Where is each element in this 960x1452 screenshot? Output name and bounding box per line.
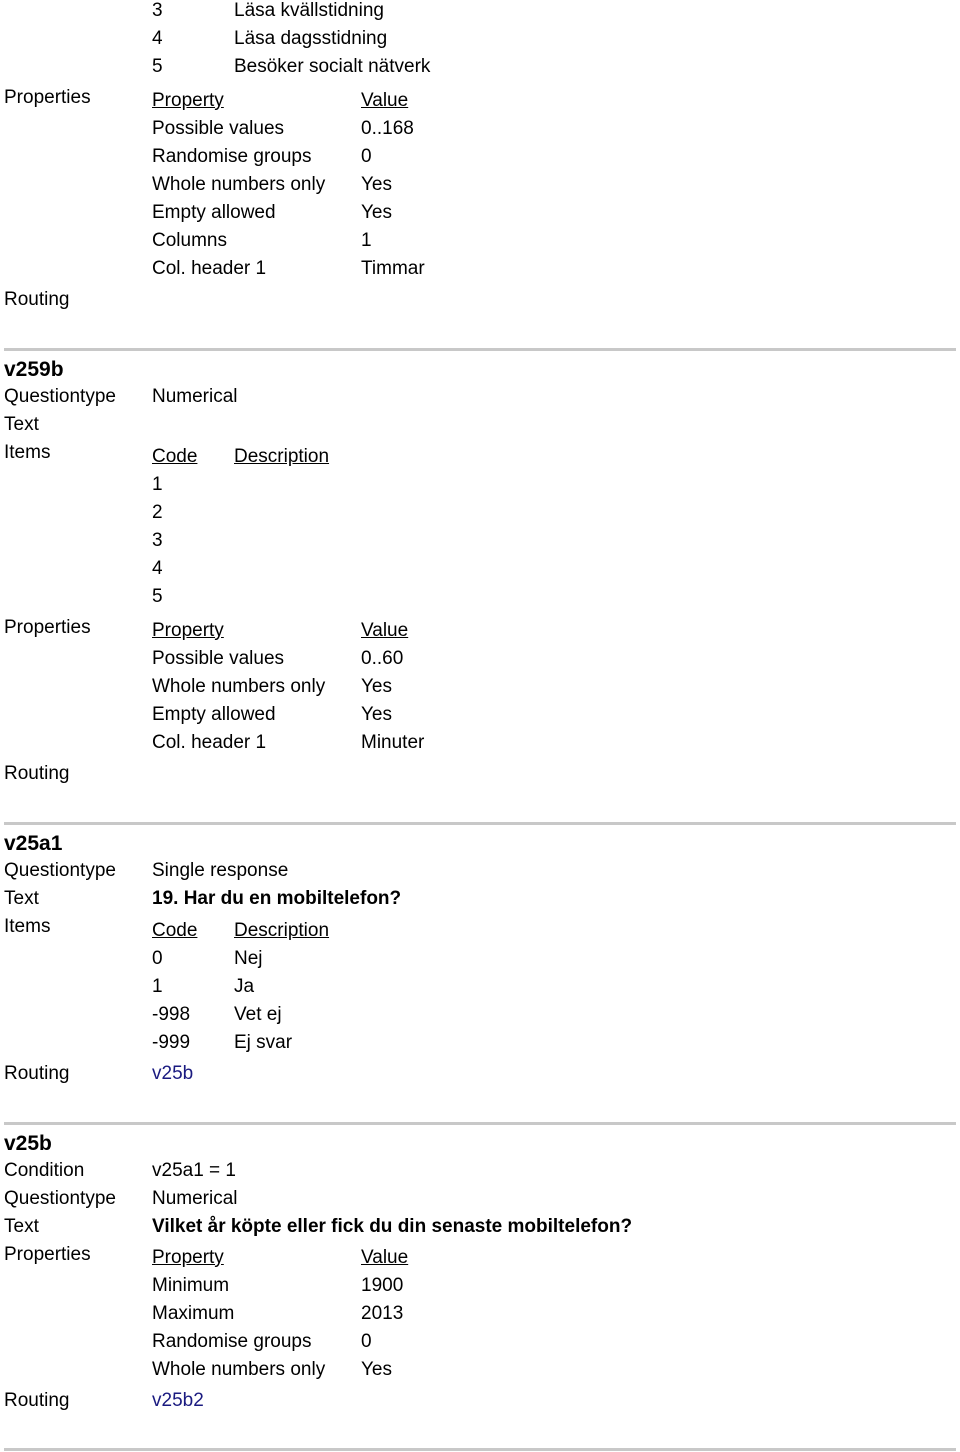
item-code: -999: [152, 1032, 191, 1053]
property-name: Maximum: [152, 1303, 235, 1324]
property-value: Yes: [361, 704, 392, 725]
code-header: Code: [152, 920, 198, 941]
property-name: Empty allowed: [152, 704, 276, 725]
item-code: 3: [152, 0, 163, 21]
property-value: Timmar: [361, 258, 425, 279]
question-id: v25a1: [4, 832, 63, 855]
value-header: Value: [361, 620, 409, 641]
property-name: Minimum: [152, 1275, 230, 1296]
item-code: 5: [152, 586, 163, 607]
description-header: Description: [234, 446, 330, 467]
property-value: 0: [361, 146, 372, 167]
routing-label: Routing: [4, 763, 70, 784]
item-code: 5: [152, 56, 163, 77]
properties-label: Properties: [4, 1244, 91, 1265]
item-description: Ja: [234, 976, 255, 997]
item-description: Läsa kvällstidning: [234, 0, 384, 21]
items-label: Items: [4, 442, 51, 463]
item-code: 3: [152, 530, 163, 551]
section-divider: [4, 1122, 956, 1125]
item-code: 0: [152, 948, 163, 969]
property-value: Yes: [361, 174, 392, 195]
value-header: Value: [361, 1247, 409, 1268]
property-name: Randomise groups: [152, 1331, 312, 1352]
item-code: 4: [152, 558, 163, 579]
property-value: Yes: [361, 202, 392, 223]
property-name: Columns: [152, 230, 227, 251]
property-value: 0: [361, 1331, 372, 1352]
routing-label: Routing: [4, 1390, 70, 1411]
routing-link-v25b[interactable]: v25b: [152, 1063, 194, 1084]
text-label: Text: [4, 414, 39, 435]
item-description: Besöker socialt nätverk: [234, 56, 431, 77]
question-text: 19. Har du en mobiltelefon?: [152, 888, 402, 909]
property-value: 2013: [361, 1303, 404, 1324]
property-value: Minuter: [361, 732, 425, 753]
section-divider: [4, 822, 956, 825]
property-value: 0..168: [361, 118, 414, 139]
section-divider: [4, 348, 956, 351]
properties-label: Properties: [4, 617, 91, 638]
questiontype-value: Numerical: [152, 1188, 238, 1209]
property-value: 0..60: [361, 648, 404, 669]
questiontype-label: Questiontype: [4, 386, 116, 407]
item-description: Läsa dagsstidning: [234, 28, 388, 49]
property-name: Whole numbers only: [152, 1359, 326, 1380]
item-code: -998: [152, 1004, 191, 1025]
properties-label: Properties: [4, 87, 91, 108]
property-name: Randomise groups: [152, 146, 312, 167]
property-value: Yes: [361, 676, 392, 697]
description-header: Description: [234, 920, 330, 941]
property-header: Property: [152, 1247, 224, 1268]
property-name: Possible values: [152, 648, 285, 669]
property-name: Empty allowed: [152, 202, 276, 223]
section-divider: [4, 1448, 956, 1451]
condition-label: Condition: [4, 1160, 85, 1181]
routing-label: Routing: [4, 1063, 70, 1084]
questiontype-value: Single response: [152, 860, 289, 881]
item-code: 1: [152, 474, 163, 495]
property-value: Yes: [361, 1359, 392, 1380]
questiontype-value: Numerical: [152, 386, 238, 407]
value-header: Value: [361, 90, 409, 111]
property-name: Whole numbers only: [152, 174, 326, 195]
question-text: Vilket år köpte eller fick du din senaste mobiltelefon?: [152, 1216, 633, 1237]
item-description: Ej svar: [234, 1032, 293, 1053]
property-value: 1900: [361, 1275, 404, 1296]
property-name: Col. header 1: [152, 258, 267, 279]
text-label: Text: [4, 1216, 39, 1237]
text-label: Text: [4, 888, 39, 909]
routing-link-v25b2[interactable]: v25b2: [152, 1390, 204, 1411]
items-label: Items: [4, 916, 51, 937]
item-code: 1: [152, 976, 163, 997]
item-description: Nej: [234, 948, 263, 969]
item-description: Vet ej: [234, 1004, 282, 1025]
condition-value: v25a1 = 1: [152, 1160, 236, 1181]
property-value: 1: [361, 230, 372, 251]
item-code: 4: [152, 28, 163, 49]
questiontype-label: Questiontype: [4, 1188, 116, 1209]
code-header: Code: [152, 446, 198, 467]
property-name: Col. header 1: [152, 732, 267, 753]
routing-label: Routing: [4, 289, 70, 310]
item-code: 2: [152, 502, 163, 523]
question-id: v25b: [4, 1132, 52, 1155]
property-header: Property: [152, 90, 224, 111]
property-name: Possible values: [152, 118, 285, 139]
question-id: v259b: [4, 358, 64, 381]
property-name: Whole numbers only: [152, 676, 326, 697]
questiontype-label: Questiontype: [4, 860, 116, 881]
property-header: Property: [152, 620, 224, 641]
